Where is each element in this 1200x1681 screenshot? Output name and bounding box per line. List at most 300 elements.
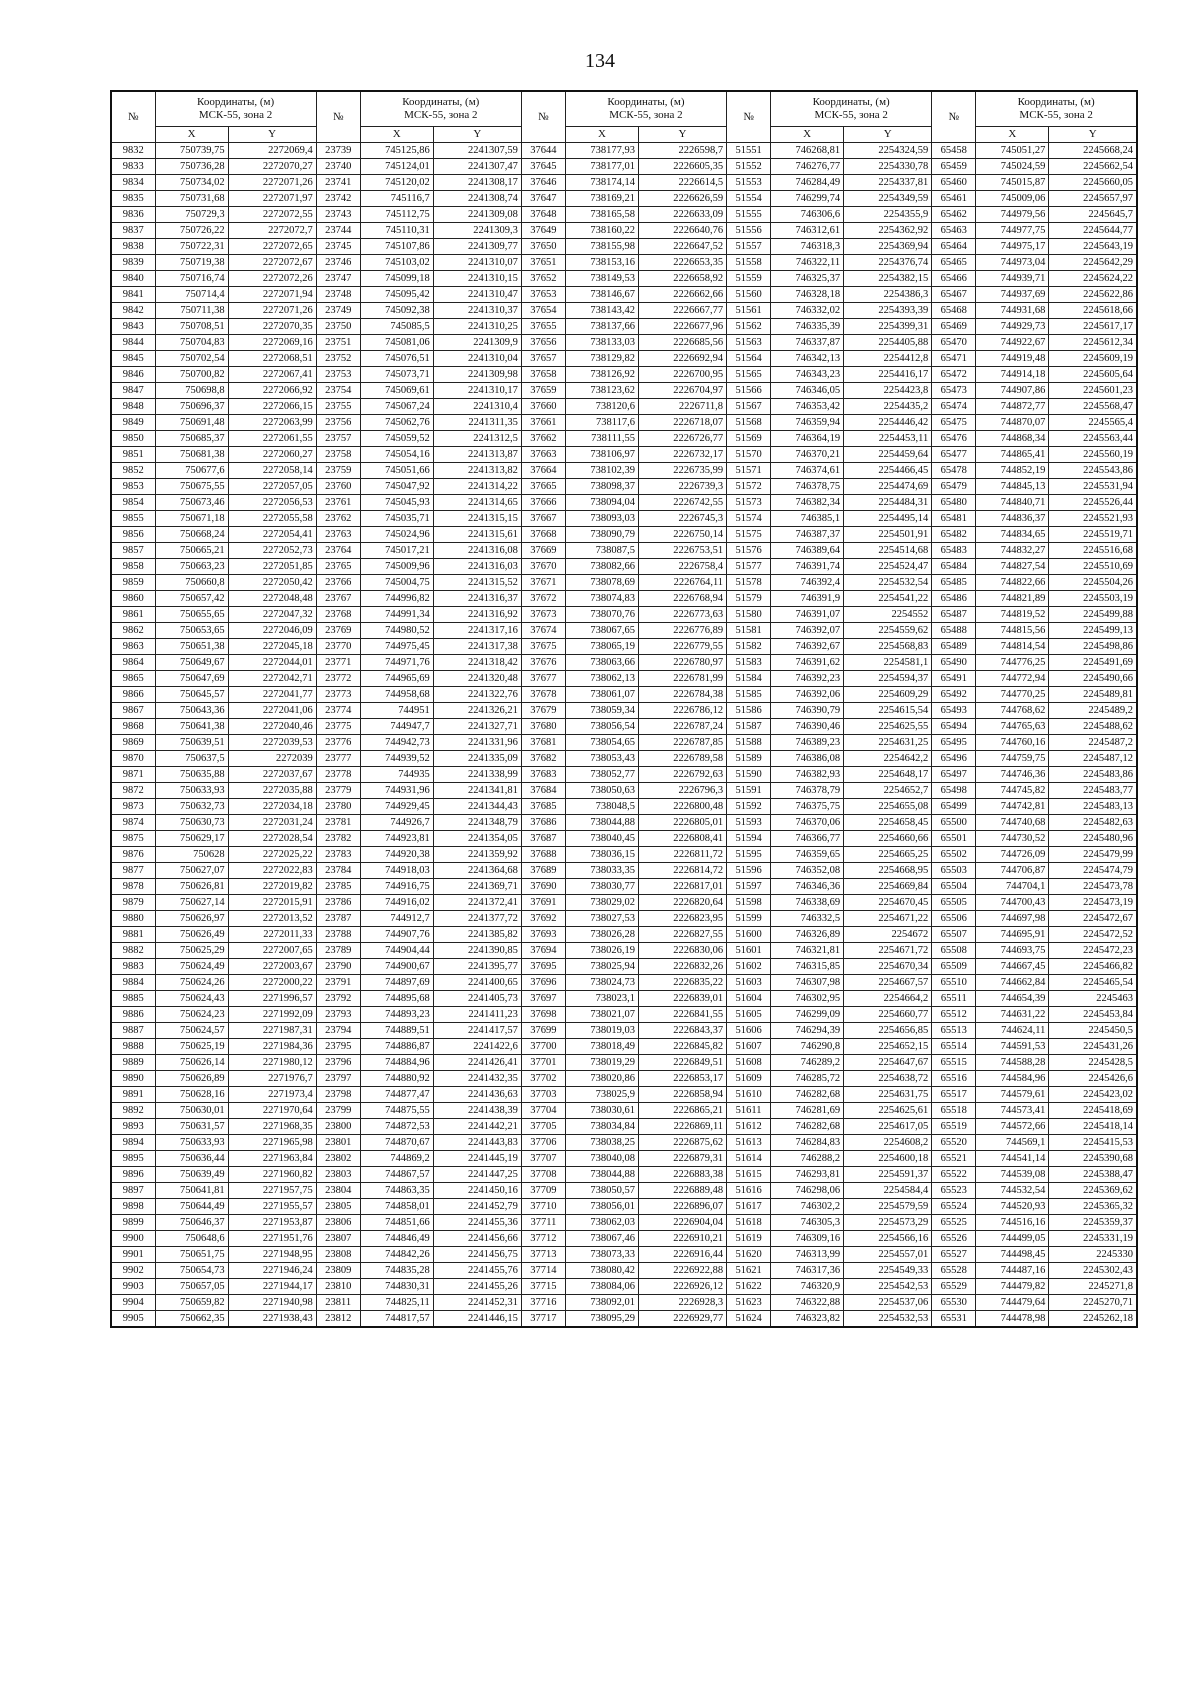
y-coordinate-cell: 2226823,95	[638, 911, 726, 927]
point-number-cell: 51567	[727, 399, 771, 415]
coords-header	[360, 91, 521, 127]
point-number-cell: 65524	[932, 1199, 976, 1215]
point-number-cell: 51613	[727, 1135, 771, 1151]
table-row	[111, 271, 1137, 287]
point-number-cell: 51571	[727, 463, 771, 479]
y-coordinate-cell: 2226805,01	[638, 815, 726, 831]
y-coordinate-cell: 2245472,52	[1049, 927, 1137, 943]
x-coordinate-cell: 750644,49	[155, 1199, 228, 1215]
point-number-cell: 51622	[727, 1279, 771, 1295]
y-coordinate-cell: 2245431,26	[1049, 1039, 1137, 1055]
point-number-cell: 9882	[111, 943, 155, 959]
point-number-cell: 65499	[932, 799, 976, 815]
x-coordinate-cell: 744539,08	[976, 1167, 1049, 1183]
table-row	[111, 911, 1137, 927]
y-coordinate-cell: 2226865,21	[638, 1103, 726, 1119]
y-coordinate-cell: 2245601,23	[1049, 383, 1137, 399]
y-coordinate-cell: 2241314,65	[433, 495, 521, 511]
point-number-cell: 9870	[111, 751, 155, 767]
y-coordinate-cell: 2226677,96	[638, 319, 726, 335]
y-coordinate-cell: 2254670,34	[844, 959, 932, 975]
x-coordinate-cell: 738149,53	[565, 271, 638, 287]
point-number-cell: 9832	[111, 143, 155, 159]
y-coordinate-cell: 2272069,4	[228, 143, 316, 159]
point-number-cell: 23746	[316, 255, 360, 271]
x-coordinate-cell: 750726,22	[155, 223, 228, 239]
point-number-cell: 9865	[111, 671, 155, 687]
y-coordinate-cell: 2241372,41	[433, 895, 521, 911]
y-coordinate-cell: 2245645,7	[1049, 207, 1137, 223]
table-row	[111, 975, 1137, 991]
x-coordinate-cell: 750626,14	[155, 1055, 228, 1071]
x-coordinate-cell: 750624,23	[155, 1007, 228, 1023]
x-coordinate-cell: 744958,68	[360, 687, 433, 703]
y-coordinate-cell: 2226845,82	[638, 1039, 726, 1055]
x-coordinate-cell: 744846,49	[360, 1231, 433, 1247]
y-coordinate-cell: 2226787,85	[638, 735, 726, 751]
point-number-cell: 23791	[316, 975, 360, 991]
y-coordinate-cell: 2245543,86	[1049, 463, 1137, 479]
x-coordinate-cell: 738019,29	[565, 1055, 638, 1071]
y-coordinate-cell: 2271948,95	[228, 1247, 316, 1263]
point-number-cell: 9876	[111, 847, 155, 863]
x-coordinate-cell: 738034,84	[565, 1119, 638, 1135]
coords-label: Координаты, (м)	[197, 96, 275, 108]
x-coordinate-cell: 744980,52	[360, 623, 433, 639]
y-coordinate-cell: 2245331,19	[1049, 1231, 1137, 1247]
x-header: X	[360, 127, 433, 143]
point-number-cell: 51602	[727, 959, 771, 975]
y-coordinate-cell: 2272052,73	[228, 543, 316, 559]
y-coordinate-cell: 2254652,15	[844, 1039, 932, 1055]
y-coordinate-cell: 2241310,47	[433, 287, 521, 303]
x-coordinate-cell: 744863,35	[360, 1183, 433, 1199]
y-coordinate-cell: 2272055,58	[228, 511, 316, 527]
x-coordinate-cell: 746392,07	[771, 623, 844, 639]
point-number-cell: 51578	[727, 575, 771, 591]
y-coordinate-cell: 2245359,37	[1049, 1215, 1137, 1231]
point-number-cell: 9844	[111, 335, 155, 351]
y-coordinate-cell: 2271944,17	[228, 1279, 316, 1295]
y-coordinate-cell: 2272070,27	[228, 159, 316, 175]
x-coordinate-cell: 750626,81	[155, 879, 228, 895]
x-coordinate-cell: 744884,96	[360, 1055, 433, 1071]
point-number-cell: 51565	[727, 367, 771, 383]
point-number-cell: 65502	[932, 847, 976, 863]
x-coordinate-cell: 750626,49	[155, 927, 228, 943]
system-label: МСК-55, зона 2	[814, 109, 888, 121]
x-coordinate-cell: 746282,68	[771, 1087, 844, 1103]
table-row	[111, 799, 1137, 815]
table-row	[111, 255, 1137, 271]
point-number-cell: 51575	[727, 527, 771, 543]
point-number-cell: 37663	[521, 447, 565, 463]
y-coordinate-cell: 2245489,81	[1049, 687, 1137, 703]
x-coordinate-cell: 746359,65	[771, 847, 844, 863]
y-coordinate-cell: 2241313,82	[433, 463, 521, 479]
point-number-cell: 37706	[521, 1135, 565, 1151]
point-number-cell: 23782	[316, 831, 360, 847]
point-number-cell: 37686	[521, 815, 565, 831]
table-row	[111, 847, 1137, 863]
point-number-cell: 65479	[932, 479, 976, 495]
x-coordinate-cell: 744832,27	[976, 543, 1049, 559]
table-row	[111, 351, 1137, 367]
point-number-cell: 23777	[316, 751, 360, 767]
x-coordinate-cell: 738160,22	[565, 223, 638, 239]
point-number-cell: 65530	[932, 1295, 976, 1311]
y-coordinate-cell: 2241310,15	[433, 271, 521, 287]
y-coordinate-cell: 2226726,77	[638, 431, 726, 447]
point-number-cell: 51611	[727, 1103, 771, 1119]
point-number-cell: 23808	[316, 1247, 360, 1263]
y-coordinate-cell: 2245479,99	[1049, 847, 1137, 863]
x-coordinate-cell: 744951	[360, 703, 433, 719]
y-coordinate-cell: 2245487,2	[1049, 735, 1137, 751]
y-coordinate-cell: 2245474,79	[1049, 863, 1137, 879]
y-coordinate-cell: 2254399,31	[844, 319, 932, 335]
y-coordinate-cell: 2254660,66	[844, 831, 932, 847]
point-number-cell: 51555	[727, 207, 771, 223]
x-coordinate-cell: 738087,5	[565, 543, 638, 559]
point-number-cell: 9846	[111, 367, 155, 383]
point-number-cell: 51582	[727, 639, 771, 655]
y-coordinate-cell: 2226839,01	[638, 991, 726, 1007]
x-coordinate-cell: 750627,14	[155, 895, 228, 911]
system-label: МСК-55, зона 2	[198, 109, 273, 121]
y-coordinate-cell: 2271968,35	[228, 1119, 316, 1135]
x-coordinate-cell: 746392,4	[771, 575, 844, 591]
table-body	[111, 143, 1137, 1328]
point-number-cell: 51607	[727, 1039, 771, 1055]
x-coordinate-cell: 750714,4	[155, 287, 228, 303]
x-coordinate-cell: 738102,39	[565, 463, 638, 479]
x-coordinate-cell: 744498,45	[976, 1247, 1049, 1263]
x-coordinate-cell: 744869,2	[360, 1151, 433, 1167]
point-number-cell: 65490	[932, 655, 976, 671]
point-number-cell: 51619	[727, 1231, 771, 1247]
table-row	[111, 1215, 1137, 1231]
x-coordinate-cell: 746282,68	[771, 1119, 844, 1135]
point-number-cell: 37651	[521, 255, 565, 271]
y-coordinate-cell: 2245521,93	[1049, 511, 1137, 527]
point-number-cell: 9838	[111, 239, 155, 255]
x-coordinate-cell: 738025,94	[565, 959, 638, 975]
y-coordinate-cell: 2226658,92	[638, 271, 726, 287]
table-row	[111, 1007, 1137, 1023]
x-coordinate-cell: 746305,3	[771, 1215, 844, 1231]
x-coordinate-cell: 746281,69	[771, 1103, 844, 1119]
point-number-cell: 37673	[521, 607, 565, 623]
point-number-cell: 37694	[521, 943, 565, 959]
x-coordinate-cell: 738050,63	[565, 783, 638, 799]
point-number-cell: 37646	[521, 175, 565, 191]
y-coordinate-cell: 2271951,76	[228, 1231, 316, 1247]
point-number-cell: 51576	[727, 543, 771, 559]
y-coordinate-cell: 2226780,97	[638, 655, 726, 671]
table-row	[111, 1263, 1137, 1279]
x-coordinate-cell: 744935	[360, 767, 433, 783]
x-coordinate-cell: 744929,45	[360, 799, 433, 815]
x-coordinate-cell: 745047,92	[360, 479, 433, 495]
x-coordinate-cell: 738093,03	[565, 511, 638, 527]
point-number-cell: 51594	[727, 831, 771, 847]
point-number-cell: 23795	[316, 1039, 360, 1055]
y-coordinate-cell: 2254568,83	[844, 639, 932, 655]
y-coordinate-cell: 2254495,14	[844, 511, 932, 527]
y-coordinate-cell: 2245473,19	[1049, 895, 1137, 911]
x-coordinate-cell: 745124,01	[360, 159, 433, 175]
y-coordinate-cell: 2226753,51	[638, 543, 726, 559]
point-number-cell: 9885	[111, 991, 155, 1007]
y-coordinate-cell: 2226787,24	[638, 719, 726, 735]
point-number-cell: 51580	[727, 607, 771, 623]
table-row	[111, 399, 1137, 415]
point-number-cell: 37704	[521, 1103, 565, 1119]
point-number-cell: 23745	[316, 239, 360, 255]
x-coordinate-cell: 750639,49	[155, 1167, 228, 1183]
y-coordinate-cell: 2226784,38	[638, 687, 726, 703]
x-coordinate-cell: 738092,01	[565, 1295, 638, 1311]
point-number-cell: 65510	[932, 975, 976, 991]
point-number-cell: 65520	[932, 1135, 976, 1151]
point-number-cell: 37671	[521, 575, 565, 591]
y-coordinate-cell: 2254466,45	[844, 463, 932, 479]
point-number-cell: 37655	[521, 319, 565, 335]
y-coordinate-cell: 2241446,15	[433, 1311, 521, 1328]
table-row	[111, 607, 1137, 623]
x-coordinate-cell: 745051,27	[976, 143, 1049, 159]
y-coordinate-cell: 2272072,26	[228, 271, 316, 287]
x-coordinate-cell: 750665,21	[155, 543, 228, 559]
y-coordinate-cell: 2226808,41	[638, 831, 726, 847]
x-coordinate-cell: 738052,77	[565, 767, 638, 783]
y-coordinate-cell: 2272007,65	[228, 943, 316, 959]
x-coordinate-cell: 746346,36	[771, 879, 844, 895]
point-number-cell: 37684	[521, 783, 565, 799]
x-coordinate-cell: 744842,26	[360, 1247, 433, 1263]
point-number-cell: 9848	[111, 399, 155, 415]
point-number-cell: 37709	[521, 1183, 565, 1199]
x-coordinate-cell: 738094,04	[565, 495, 638, 511]
y-coordinate-cell: 2245365,32	[1049, 1199, 1137, 1215]
y-coordinate-cell: 2245662,54	[1049, 159, 1137, 175]
point-number-cell: 23774	[316, 703, 360, 719]
x-coordinate-cell: 745076,51	[360, 351, 433, 367]
point-number-cell: 23772	[316, 671, 360, 687]
x-coordinate-cell: 746293,81	[771, 1167, 844, 1183]
y-coordinate-cell: 2245568,47	[1049, 399, 1137, 415]
x-coordinate-cell: 738056,01	[565, 1199, 638, 1215]
point-number-cell: 9860	[111, 591, 155, 607]
x-coordinate-cell: 738021,07	[565, 1007, 638, 1023]
x-coordinate-cell: 744916,75	[360, 879, 433, 895]
x-coordinate-cell: 744772,94	[976, 671, 1049, 687]
y-coordinate-cell: 2241411,23	[433, 1007, 521, 1023]
point-number-cell: 23790	[316, 959, 360, 975]
y-coordinate-cell: 2245483,86	[1049, 767, 1137, 783]
x-coordinate-cell: 745081,06	[360, 335, 433, 351]
y-coordinate-cell: 2226849,51	[638, 1055, 726, 1071]
x-coordinate-cell: 745103,02	[360, 255, 433, 271]
x-coordinate-cell: 746391,9	[771, 591, 844, 607]
x-coordinate-cell: 738026,28	[565, 927, 638, 943]
point-number-cell: 23757	[316, 431, 360, 447]
y-coordinate-cell: 2272000,22	[228, 975, 316, 991]
x-coordinate-cell: 738137,66	[565, 319, 638, 335]
x-coordinate-cell: 750651,75	[155, 1247, 228, 1263]
x-coordinate-cell: 744942,73	[360, 735, 433, 751]
num-header: №	[316, 91, 360, 143]
coords-header	[565, 91, 726, 127]
point-number-cell: 37715	[521, 1279, 565, 1295]
point-number-cell: 37701	[521, 1055, 565, 1071]
y-coordinate-cell: 2272034,18	[228, 799, 316, 815]
x-coordinate-cell: 744939,52	[360, 751, 433, 767]
x-coordinate-cell: 738129,82	[565, 351, 638, 367]
y-coordinate-cell: 2254671,22	[844, 911, 932, 927]
y-coordinate-cell: 2272013,52	[228, 911, 316, 927]
y-coordinate-cell: 2254638,72	[844, 1071, 932, 1087]
x-coordinate-cell: 738098,37	[565, 479, 638, 495]
point-number-cell: 9837	[111, 223, 155, 239]
y-coordinate-cell: 2254671,72	[844, 943, 932, 959]
point-number-cell: 9843	[111, 319, 155, 335]
point-number-cell: 65459	[932, 159, 976, 175]
x-coordinate-cell: 750647,69	[155, 671, 228, 687]
point-number-cell: 37689	[521, 863, 565, 879]
x-coordinate-cell: 750698,8	[155, 383, 228, 399]
point-number-cell: 51616	[727, 1183, 771, 1199]
x-coordinate-cell: 738029,02	[565, 895, 638, 911]
x-coordinate-cell: 744704,1	[976, 879, 1049, 895]
point-number-cell: 23766	[316, 575, 360, 591]
x-coordinate-cell: 744745,82	[976, 783, 1049, 799]
point-number-cell: 65514	[932, 1039, 976, 1055]
x-coordinate-cell: 744870,07	[976, 415, 1049, 431]
point-number-cell: 65465	[932, 255, 976, 271]
point-number-cell: 23789	[316, 943, 360, 959]
x-coordinate-cell: 744870,67	[360, 1135, 433, 1151]
point-number-cell: 9850	[111, 431, 155, 447]
y-coordinate-cell: 2241455,36	[433, 1215, 521, 1231]
table-row	[111, 527, 1137, 543]
y-coordinate-cell: 2254435,2	[844, 399, 932, 415]
y-coordinate-cell: 2226922,88	[638, 1263, 726, 1279]
x-coordinate-cell: 746285,72	[771, 1071, 844, 1087]
point-number-cell: 23798	[316, 1087, 360, 1103]
point-number-cell: 37648	[521, 207, 565, 223]
x-coordinate-cell: 750734,02	[155, 175, 228, 191]
point-number-cell: 9880	[111, 911, 155, 927]
y-coordinate-cell: 2226758,4	[638, 559, 726, 575]
y-coordinate-cell: 2226700,95	[638, 367, 726, 383]
y-coordinate-cell: 2272022,83	[228, 863, 316, 879]
point-number-cell: 51623	[727, 1295, 771, 1311]
y-coordinate-cell: 2272071,26	[228, 175, 316, 191]
x-coordinate-cell: 746284,83	[771, 1135, 844, 1151]
x-coordinate-cell: 750629,17	[155, 831, 228, 847]
x-coordinate-cell: 738030,61	[565, 1103, 638, 1119]
x-coordinate-cell: 750654,73	[155, 1263, 228, 1279]
point-number-cell: 37695	[521, 959, 565, 975]
x-coordinate-cell: 744479,64	[976, 1295, 1049, 1311]
y-header: Y	[228, 127, 316, 143]
table-row	[111, 463, 1137, 479]
point-number-cell: 9841	[111, 287, 155, 303]
point-number-cell: 65507	[932, 927, 976, 943]
point-number-cell: 9905	[111, 1311, 155, 1328]
x-coordinate-cell: 745112,75	[360, 207, 433, 223]
x-coordinate-cell: 750700,82	[155, 367, 228, 383]
x-coordinate-cell: 750653,65	[155, 623, 228, 639]
x-coordinate-cell: 744827,54	[976, 559, 1049, 575]
x-coordinate-cell: 744858,01	[360, 1199, 433, 1215]
point-number-cell: 9879	[111, 895, 155, 911]
y-coordinate-cell: 2272057,05	[228, 479, 316, 495]
y-coordinate-cell: 2245618,66	[1049, 303, 1137, 319]
x-coordinate-cell: 738040,45	[565, 831, 638, 847]
y-coordinate-cell: 2241385,82	[433, 927, 521, 943]
point-number-cell: 51574	[727, 511, 771, 527]
x-coordinate-cell: 738155,98	[565, 239, 638, 255]
y-coordinate-cell: 2245472,67	[1049, 911, 1137, 927]
y-coordinate-cell: 2226830,06	[638, 943, 726, 959]
point-number-cell: 37658	[521, 367, 565, 383]
x-coordinate-cell: 744947,7	[360, 719, 433, 735]
x-coordinate-cell: 744667,45	[976, 959, 1049, 975]
point-number-cell: 65495	[932, 735, 976, 751]
point-number-cell: 23792	[316, 991, 360, 1007]
point-number-cell: 37659	[521, 383, 565, 399]
coords-label: Координаты, (м)	[1017, 96, 1095, 108]
point-number-cell: 51603	[727, 975, 771, 991]
x-coordinate-cell: 746375,75	[771, 799, 844, 815]
point-number-cell: 37710	[521, 1199, 565, 1215]
y-coordinate-cell: 2226739,3	[638, 479, 726, 495]
y-coordinate-cell: 2226732,17	[638, 447, 726, 463]
table-row	[111, 671, 1137, 687]
y-coordinate-cell: 2226843,37	[638, 1023, 726, 1039]
y-coordinate-cell: 2226614,5	[638, 175, 726, 191]
point-number-cell: 51552	[727, 159, 771, 175]
y-coordinate-cell: 2254642,2	[844, 751, 932, 767]
point-number-cell: 23802	[316, 1151, 360, 1167]
x-coordinate-cell: 738111,55	[565, 431, 638, 447]
point-number-cell: 65489	[932, 639, 976, 655]
point-number-cell: 23796	[316, 1055, 360, 1071]
point-number-cell: 37708	[521, 1167, 565, 1183]
y-coordinate-cell: 2226916,44	[638, 1247, 726, 1263]
y-coordinate-cell: 2241364,68	[433, 863, 521, 879]
y-coordinate-cell: 2241405,73	[433, 991, 521, 1007]
y-coordinate-cell: 2245262,18	[1049, 1311, 1137, 1328]
table-row	[111, 1055, 1137, 1071]
y-coordinate-cell: 2254412,8	[844, 351, 932, 367]
point-number-cell: 51562	[727, 319, 771, 335]
y-coordinate-cell: 2241307,59	[433, 143, 521, 159]
coords-label: Координаты, (м)	[607, 96, 685, 108]
point-number-cell: 9869	[111, 735, 155, 751]
x-coordinate-cell: 744904,44	[360, 943, 433, 959]
x-coordinate-cell: 744815,56	[976, 623, 1049, 639]
point-number-cell: 37690	[521, 879, 565, 895]
y-coordinate-cell: 2272071,94	[228, 287, 316, 303]
point-number-cell: 9884	[111, 975, 155, 991]
y-coordinate-cell: 2254501,91	[844, 527, 932, 543]
point-number-cell: 9861	[111, 607, 155, 623]
y-coordinate-cell: 2271984,36	[228, 1039, 316, 1055]
